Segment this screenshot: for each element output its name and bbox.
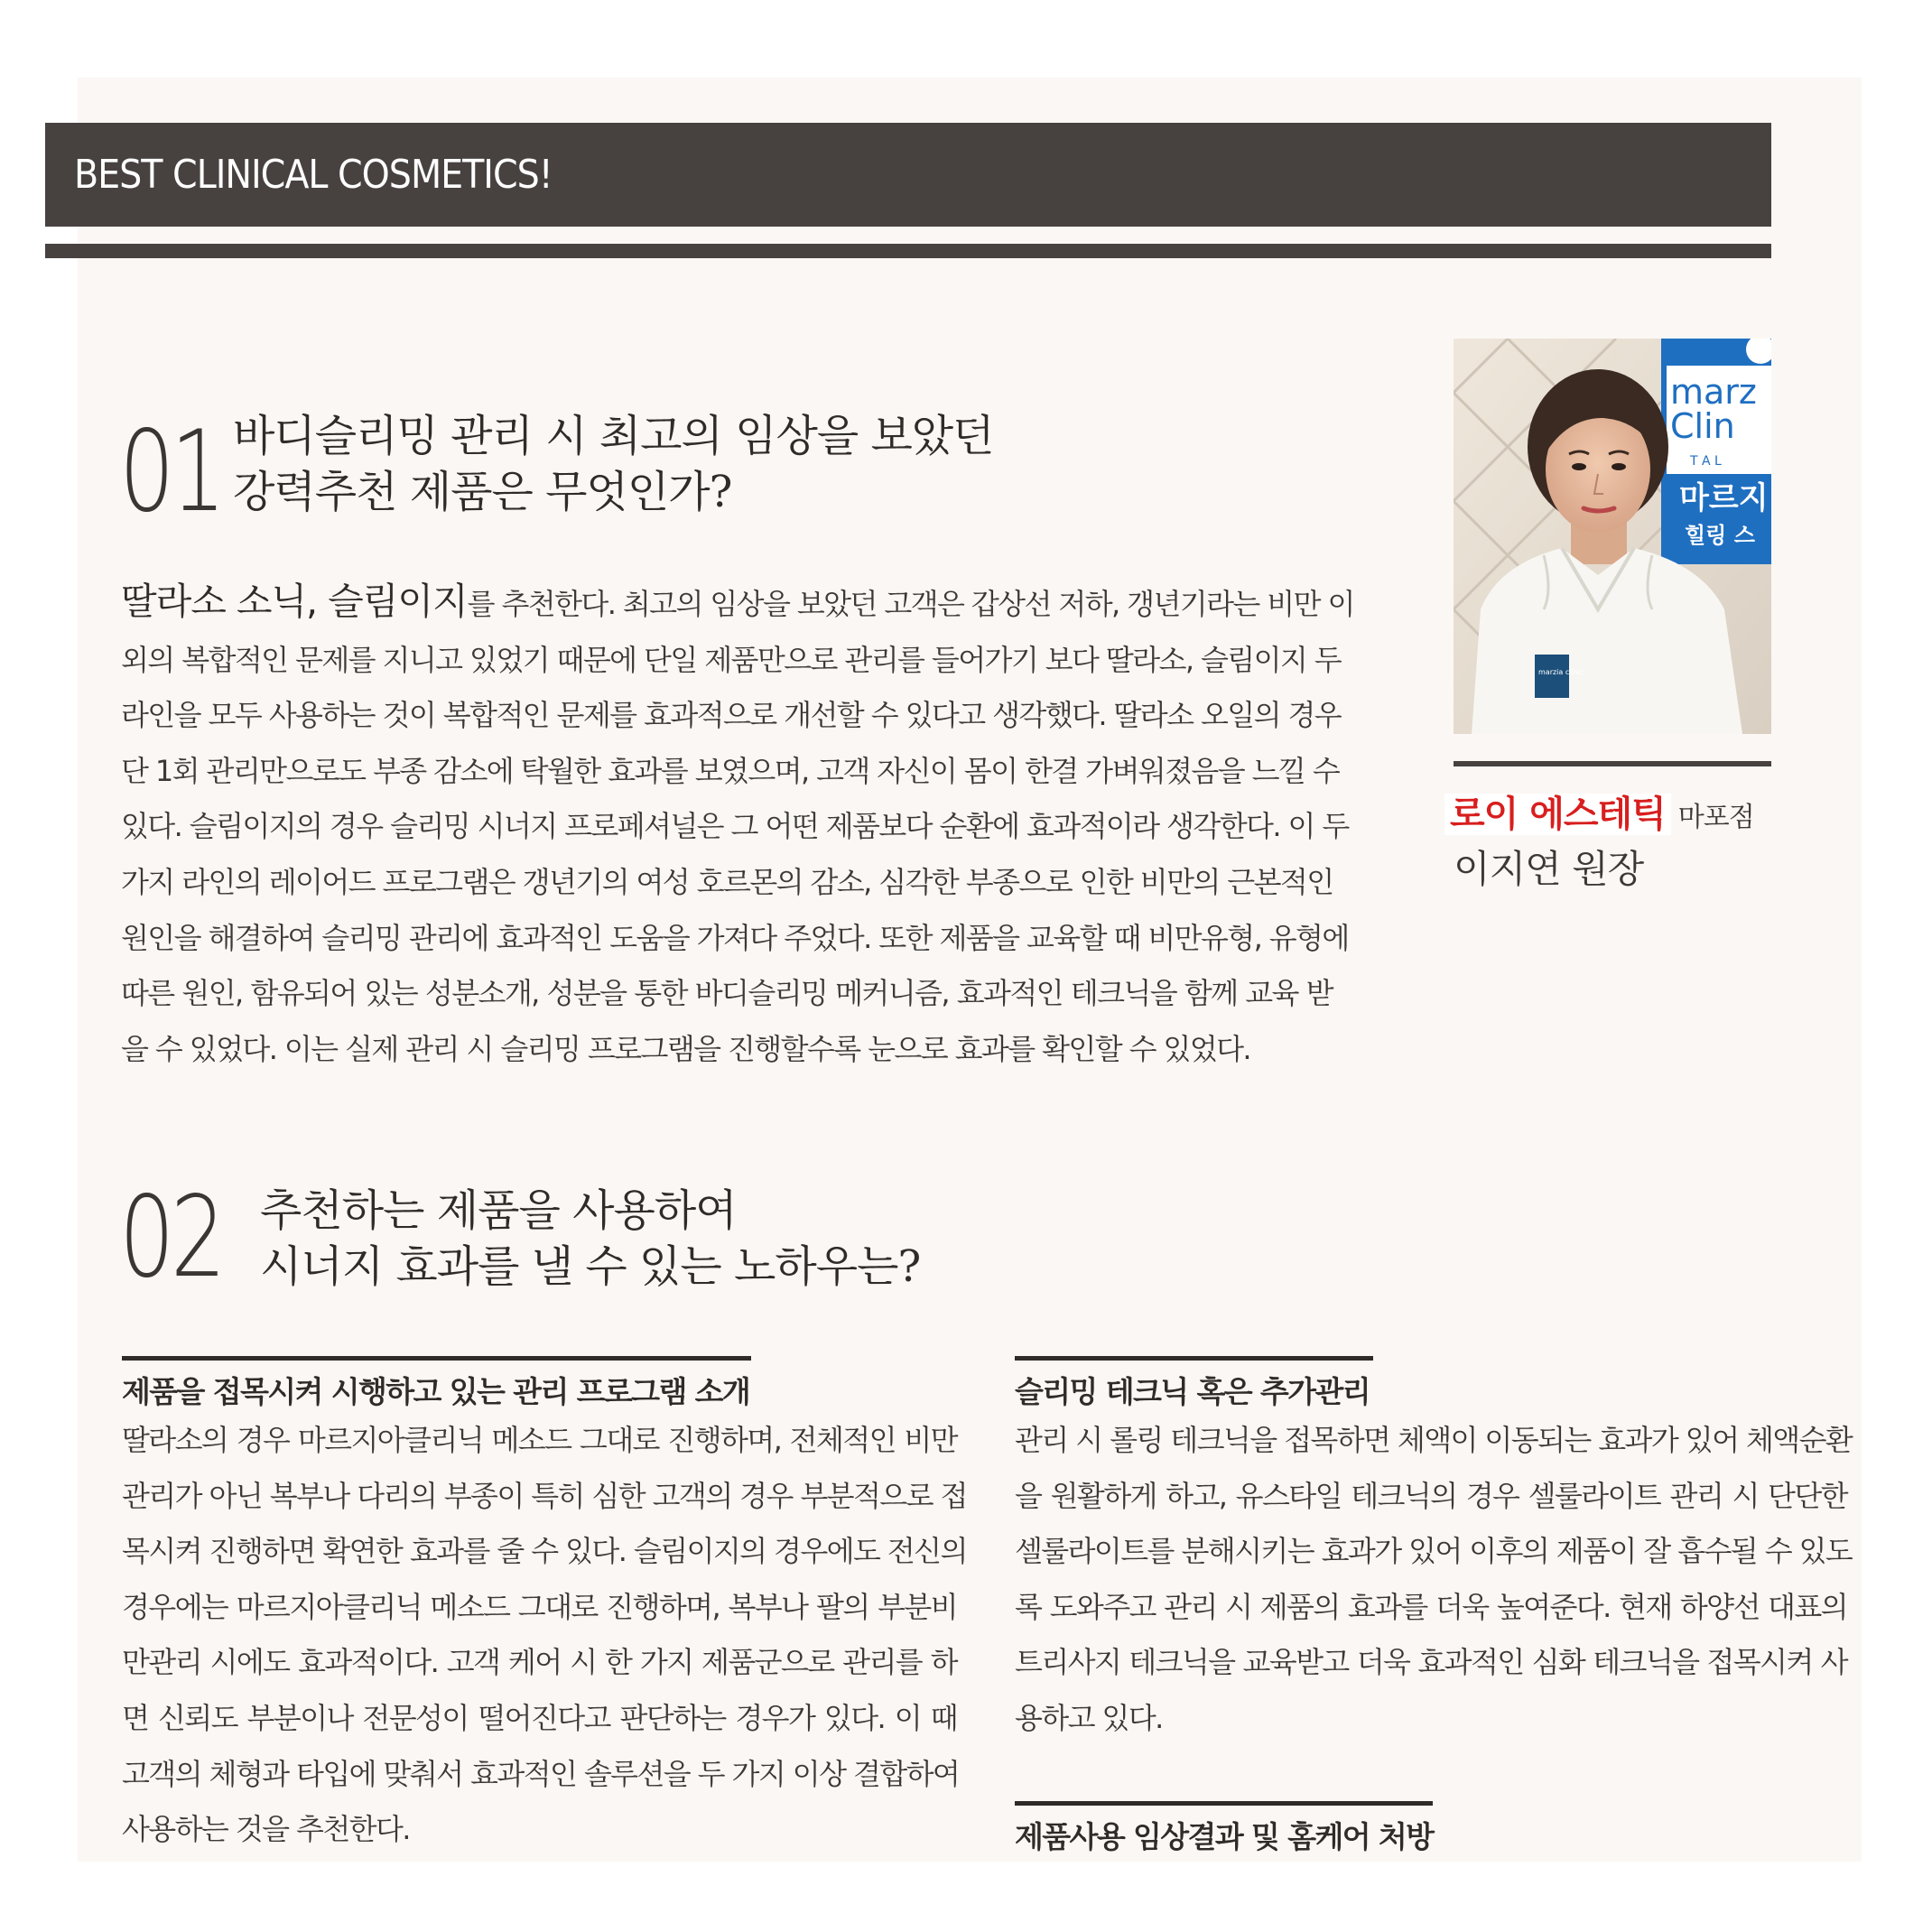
section1-body-line: 따른 원인, 함유되어 있는 성분소개, 성분을 통한 바디슬리밍 메커니즘, 효과적인 테크닉을 함께 교육 받 bbox=[121, 976, 1333, 1011]
right-subsection-body bbox=[1015, 1413, 1853, 1747]
left-subsection-body bbox=[122, 1413, 967, 1858]
section1-body-line: 외의 복합적인 문제를 지니고 있었기 때문에 단일 제품만으로 관리를 들어가기 보다 딸라소, 슬림이지 두 bbox=[121, 642, 1342, 677]
left-body-line: 딸라소의 경우 마르지아클리닉 메소드 그대로 진행하며, 전체적인 비만 bbox=[122, 1423, 957, 1457]
section1-body-line: 원인을 해결하여 슬리밍 관리에 효과적인 도움을 가져다 주었다. 또한 제품을 교육할 때 비만유형, 유형에 bbox=[121, 920, 1349, 955]
section1-title-line: 강력추천 제품은 무엇인가? bbox=[233, 467, 732, 517]
director-photo-illustration bbox=[1454, 339, 1771, 734]
right-body-line: 을 원활하게 하고, 유스타일 테크닉의 경우 셀룰라이트 관리 시 단단한 bbox=[1015, 1478, 1847, 1513]
next-subsection-rule bbox=[1015, 1801, 1433, 1806]
section1-title-line: 바디슬리밍 관리 시 최고의 임상을 보았던 bbox=[233, 411, 994, 461]
section2-title-line: 시너지 효과를 낼 수 있는 노하우는? bbox=[260, 1241, 921, 1292]
left-body-line: 목시켜 진행하면 확연한 효과를 줄 수 있다. 슬림이지의 경우에도 전신의 bbox=[122, 1534, 967, 1569]
section1-body-line: 라인을 모두 사용하는 것이 복합적인 문제를 효과적으로 개선할 수 있다고 생각했다. 딸라소 오일의 경우 bbox=[121, 698, 1342, 733]
section1-body-line: 단 1회 관리만으로도 부종 감소에 탁월한 효과를 보였으며, 고객 자신이 몸이 한결 가벼워졌음을 느낄 수 bbox=[121, 753, 1340, 788]
sign-text: 마르지 bbox=[1679, 480, 1769, 516]
right-subsection-rule bbox=[1015, 1356, 1373, 1361]
right-subsection-title: 슬리밍 테크닉 혹은 추가관리 bbox=[1015, 1374, 1370, 1409]
left-body-line: 고객의 체형과 타입에 맞춰서 효과적인 솔루션을 두 가지 이상 결합하여 bbox=[122, 1756, 960, 1791]
right-body-line: 록 도와주고 관리 시 제품의 효과를 더욱 높여준다. 현재 하양선 대표의 bbox=[1015, 1589, 1847, 1624]
section1-body-line: 가지 라인의 레이어드 프로그램은 갱년기의 여성 호르몬의 감소, 심각한 부종으로 인한 비만의 근본적인 bbox=[121, 864, 1333, 899]
section1-body-line: 을 수 있었다. 이는 실제 관리 시 슬리밍 프로그램을 진행할수록 눈으로 효과를 확인할 수 있었다. bbox=[121, 1031, 1251, 1066]
salon-label bbox=[1444, 785, 1754, 836]
right-body-line: 용하고 있다. bbox=[1015, 1700, 1163, 1735]
left-body-line: 경우에는 마르지아클리닉 메소드 그대로 진행하며, 복부나 팔의 부분비 bbox=[122, 1589, 957, 1624]
left-body-line: 면 신뢰도 부분이나 전문성이 떨어진다고 판단하는 경우가 있다. 이 때 bbox=[122, 1700, 957, 1735]
right-body-line: 관리 시 롤링 테크닉을 접목하면 체액이 이동되는 효과가 있어 체액순환 bbox=[1015, 1423, 1853, 1457]
section1-lead: 딸라소 소닉, 슬림이지 bbox=[121, 580, 468, 623]
right-body-line: 트리사지 테크닉을 교육받고 더욱 효과적인 심화 테크닉을 접목시켜 사 bbox=[1015, 1645, 1847, 1680]
director-name: 이지연 원장 bbox=[1454, 847, 1644, 891]
section1-title bbox=[233, 408, 994, 520]
salon-name: 로이 에스테틱 bbox=[1444, 794, 1671, 835]
next-subsection-title: 제품사용 임상결과 및 홈케어 처방 bbox=[1015, 1819, 1434, 1854]
section2-title-line: 추천하는 제품을 사용하여 bbox=[260, 1185, 737, 1236]
director-photo bbox=[1454, 339, 1771, 734]
sign-text: 힐링 스 bbox=[1685, 523, 1755, 548]
left-body-line: 사용하는 것을 추천한다. bbox=[122, 1812, 410, 1847]
left-body-line: 관리가 아닌 복부나 다리의 부종이 특히 심한 고객의 경우 부분적으로 접 bbox=[122, 1478, 967, 1513]
section1-number: 01 bbox=[119, 407, 222, 537]
section2-title bbox=[260, 1183, 920, 1295]
left-body-line: 만관리 시에도 효과적이다. 고객 케어 시 한 가지 제품군으로 관리를 하 bbox=[122, 1645, 957, 1680]
header-rule bbox=[45, 244, 1771, 258]
left-subsection-title: 제품을 접목시켜 시행하고 있는 관리 프로그램 소개 bbox=[122, 1374, 750, 1409]
section1-body-line: 있다. 슬림이지의 경우 슬리밍 시너지 프로페셔널은 그 어떤 제품보다 순환에 효과적이라 생각한다. 이 두 bbox=[121, 809, 1349, 844]
section1-body-line-text: 를 추천한다. 최고의 임상을 보았던 고객은 갑상선 저하, 갱년기라는 비만 이 bbox=[467, 587, 1354, 621]
right-body-line: 셀룰라이트를 분해시키는 효과가 있어 이후의 제품이 잘 흡수될 수 있도 bbox=[1015, 1534, 1853, 1569]
header-title: BEST CLINICAL COSMETICS! bbox=[74, 152, 553, 198]
header-banner bbox=[45, 123, 1771, 227]
section1-body-line bbox=[121, 574, 1354, 633]
sign-text: Clin bbox=[1670, 406, 1735, 446]
sign-text: marz bbox=[1670, 372, 1757, 412]
left-subsection-rule bbox=[122, 1356, 751, 1361]
profile-rule bbox=[1454, 761, 1771, 766]
section1-body bbox=[121, 574, 1354, 1077]
sign-text: T A L bbox=[1690, 454, 1722, 469]
salon-branch: 마포점 bbox=[1677, 802, 1754, 833]
uniform-badge: marzia clinic bbox=[1538, 668, 1584, 676]
section2-number: 02 bbox=[119, 1173, 222, 1303]
